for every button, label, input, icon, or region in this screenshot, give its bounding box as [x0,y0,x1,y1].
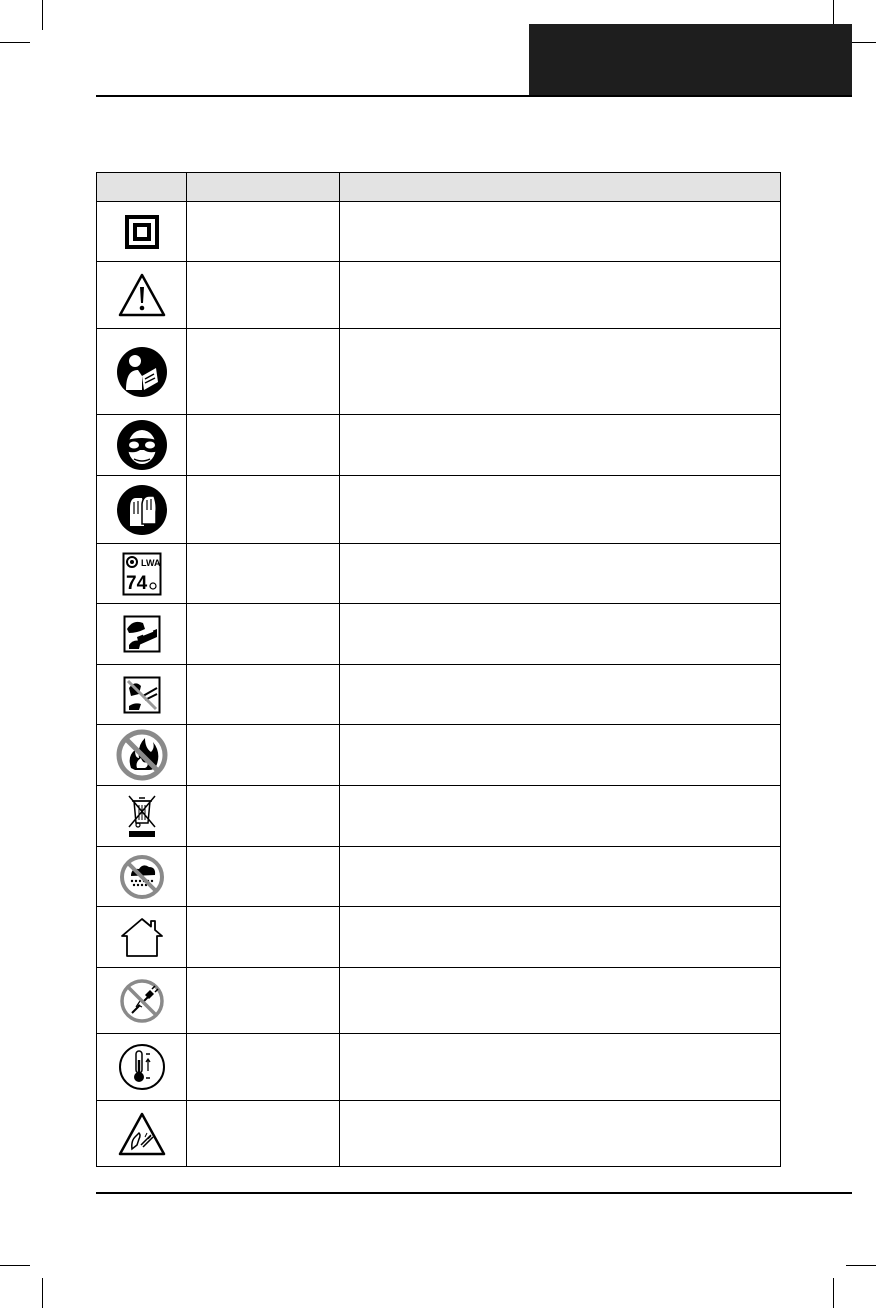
symbol-name [187,202,340,262]
symbol-description [340,415,781,476]
symbol-description [340,202,781,262]
read-manual-icon [97,329,187,415]
cutting-hazard-icon [97,1101,187,1167]
crop-mark [846,1265,876,1266]
symbol-description [340,786,781,847]
symbol-name [187,329,340,415]
symbol-name [187,262,340,329]
table-row [97,725,781,786]
crop-mark [0,1265,30,1266]
section-header-tab [529,24,852,96]
crop-mark [42,0,43,30]
symbols-table [96,172,781,1167]
table-row [97,1101,781,1167]
symbol-name [187,604,340,665]
symbol-description [340,665,781,725]
column-header-name [187,173,340,202]
indoor-use-only-icon [97,907,187,968]
table-header-row [97,173,781,202]
symbol-name [187,544,340,604]
temperature-range-icon [97,1034,187,1101]
double-insulation-icon [97,202,187,262]
crop-mark [0,42,30,43]
table-row [97,786,781,847]
table-row [97,1034,781,1101]
column-header-description [340,173,781,202]
warning-triangle-icon [97,262,187,329]
crop-mark [42,1278,43,1308]
symbol-description [340,544,781,604]
symbol-description [340,1101,781,1167]
table-row [97,907,781,968]
crop-mark [833,1278,834,1308]
table-row [97,329,781,415]
table-row [97,604,781,665]
table-row [97,847,781,907]
table-row [97,544,781,604]
symbol-name [187,665,340,725]
symbol-description [340,968,781,1034]
symbol-description [340,476,781,544]
symbol-name [187,1034,340,1101]
symbol-description [340,725,781,786]
sound-level-value: 74 [125,572,147,594]
symbol-description [340,1034,781,1101]
table-row [97,415,781,476]
symbol-name [187,968,340,1034]
wear-eye-protection-icon [97,415,187,476]
symbol-name [187,847,340,907]
do-not-expose-to-rain-icon [97,847,187,907]
two-hand-operation-icon [97,604,187,665]
symbol-description [340,262,781,329]
footer-rule [96,1192,852,1194]
symbol-name [187,907,340,968]
symbol-description [340,847,781,907]
symbol-description [340,907,781,968]
sound-level-unit: LWA [140,557,160,568]
keep-hands-away-icon [97,665,187,725]
symbol-name [187,476,340,544]
symbol-name [187,415,340,476]
symbol-name [187,1101,340,1167]
sound-power-level-icon [97,544,187,604]
do-not-burn-icon [97,725,187,786]
symbol-name [187,786,340,847]
wear-gloves-icon [97,476,187,544]
table-row [97,202,781,262]
column-header-symbol [97,173,187,202]
table-row [97,476,781,544]
do-not-use-damaged-cable-icon [97,968,187,1034]
header-rule [96,95,852,97]
symbol-description [340,604,781,665]
symbol-description [340,329,781,415]
table-row [97,968,781,1034]
weee-disposal-icon [97,786,187,847]
table-row [97,262,781,329]
table-row [97,665,781,725]
symbol-name [187,725,340,786]
